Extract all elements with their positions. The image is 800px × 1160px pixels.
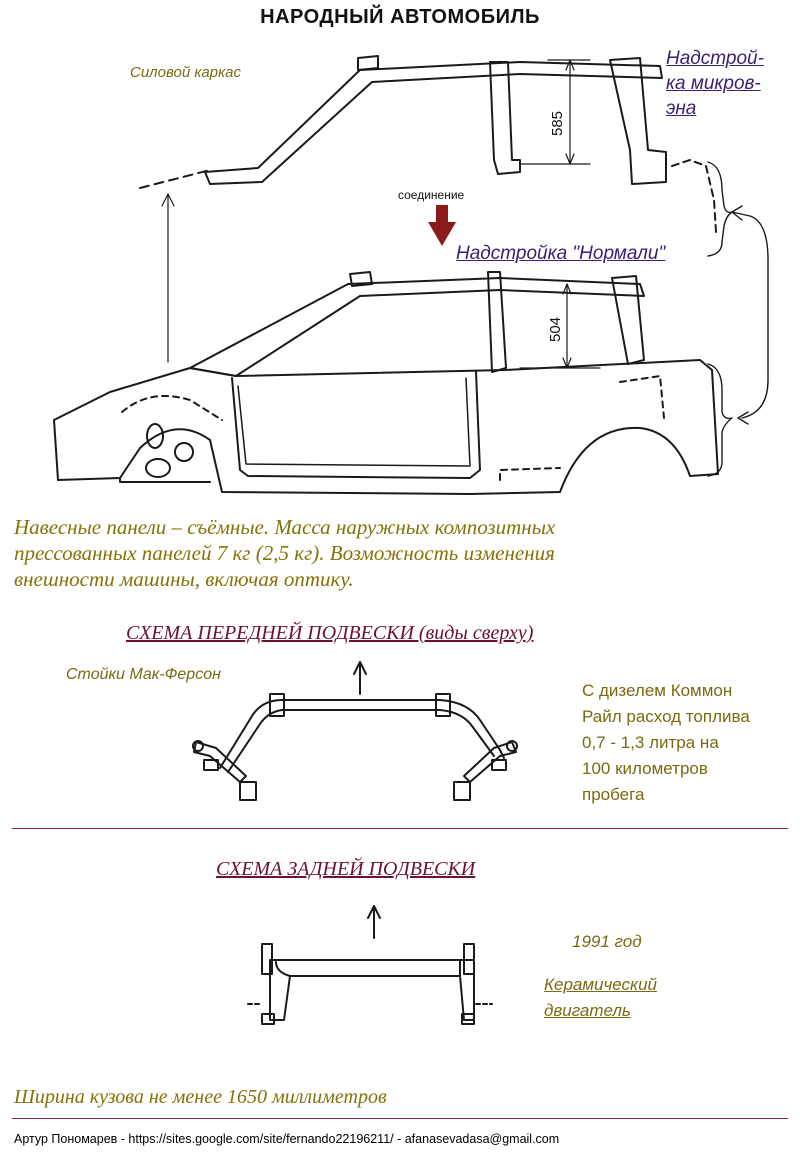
engine-line: Керамический: [544, 975, 657, 994]
width-note: Ширина кузова не менее 1650 миллиметров: [14, 1086, 387, 1108]
diesel-note-line: 0,7 - 1,3 литра на: [582, 733, 719, 752]
panels-line: внешности машины, включая оптику.: [14, 567, 354, 591]
normal-label: Надстройка "Нормали": [456, 243, 666, 264]
dim-585-label: 585: [549, 110, 566, 136]
rear-beam: [270, 960, 460, 1020]
microvan-label-line: ка микров-: [666, 73, 761, 94]
page-title: НАРОДНЫЙ АВТОМОБИЛЬ: [260, 6, 540, 28]
footer-credit: Артур Пономарев - https://sites.google.com/site/fernando22196211/ - afanasevadasa@gmail.com: [14, 1132, 560, 1146]
diesel-note-line: Райл расход топлива: [582, 707, 750, 726]
diesel-note-line: пробега: [582, 785, 645, 804]
microvan-label-line: эна: [666, 98, 697, 119]
engine-line: двигатель: [544, 1001, 631, 1020]
frame-label: Силовой каркас: [130, 64, 242, 81]
rear-suspension-title: СХЕМА ЗАДНЕЙ ПОДВЕСКИ: [216, 858, 476, 880]
dim-504-label: 504: [547, 316, 564, 342]
diesel-note-line: 100 километров: [582, 759, 708, 778]
divider-2: [12, 1118, 788, 1119]
front-suspension-title: СХЕМА ПЕРЕДНЕЙ ПОДВЕСКИ (виды сверху): [126, 622, 534, 644]
microvan-label-line: Надстрой-: [666, 48, 764, 69]
year-label: 1991 год: [572, 932, 642, 951]
connection-label: соединение: [398, 188, 465, 202]
struts-label: Стойки Мак-Ферсон: [66, 666, 221, 683]
diesel-note-line: С дизелем Коммон: [582, 681, 733, 700]
panels-line: прессованных панелей 7 кг (2,5 кг). Возможность изменения: [14, 541, 555, 565]
panels-line: Навесные панели – съёмные. Масса наружных композитных: [14, 515, 556, 539]
